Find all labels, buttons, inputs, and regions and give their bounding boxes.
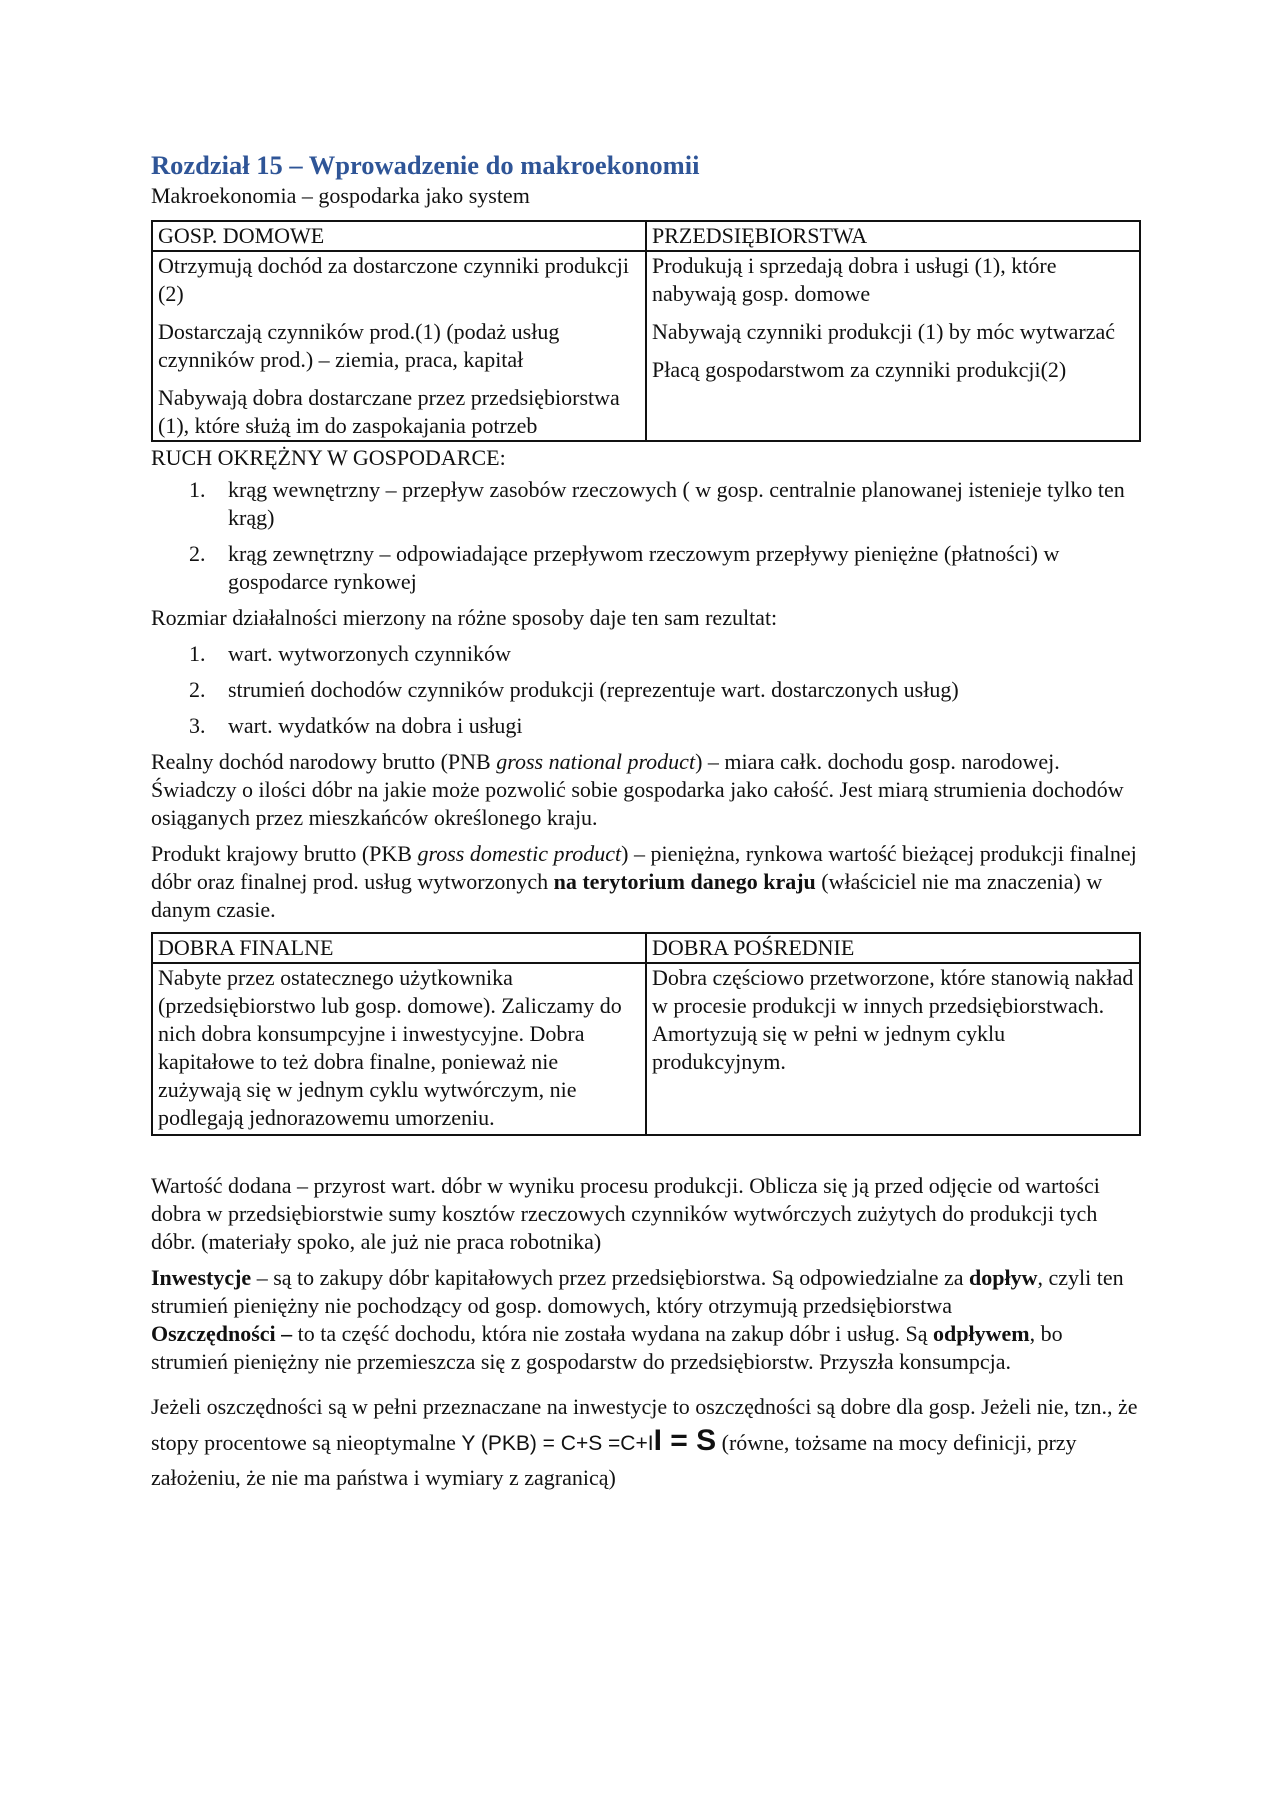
firms-item: Produkują i sprzedają dobra i usługi (1), które nabywają gosp. domowe (652, 253, 1057, 306)
header-final-goods: DOBRA FINALNE (152, 933, 646, 963)
households-cell (152, 251, 646, 441)
savings-emphasis: odpływem (933, 1321, 1030, 1346)
final-goods-cell: Nabyte przez ostatecznego użytkownika (przedsiębiorstwo lub gosp. domowe). Zaliczamy do nich dobra konsumpcyjne i inwestycyjne. Dobra kapitałowe to też dobra finalne, ponieważ nie zużywają się w jednym cyklu wytwórczym, nie podlegają jednorazowemu umorzeniu. (152, 963, 646, 1135)
investment-paragraph (151, 1264, 1141, 1320)
list-number: 3. (189, 713, 206, 738)
savings-text: to ta część dochodu, która nie została wydana na zakup dóbr i usług. Są (292, 1321, 934, 1346)
pnb-text: ) – miara całk. dochodu gosp. narodowej. Świadczy o ilości dóbr na jakie może pozwolić sobie gospodarka jako całość. Jest miarą strumienia dochodów osiąganych przez mieszkańców określonego kraju. (151, 749, 1124, 830)
firms-item: Nabywają czynniki produkcji (1) by móc wytwarzać (652, 319, 1116, 344)
pkb-text: (właściciel nie ma znaczenia) w danym czasie. (151, 869, 1103, 922)
list-item (151, 676, 1141, 704)
measure-intro: Rozmiar działalności mierzony na różne sposoby daje ten sam rezultat: (151, 605, 778, 630)
added-value-paragraph: Wartość dodana – przyrost wart. dóbr w wyniku procesu produkcji. Oblicza się ją przed odjęcie od wartości dobra w przedsiębiorstwie sumy kosztów rzeczowych czynników wytwórczych zużytych do produkcji tych dóbr. (materiały spoko, ale już nie praca robotnika) (151, 1173, 1100, 1254)
pnb-paragraph (151, 748, 1141, 832)
intermediate-goods-cell: Dobra częściowo przetworzone, które stanowią nakład w procesie produkcji w innych przedsiębiorstwach. Amortyzują się w pełni w jednym cyklu produkcyjnym. (646, 963, 1140, 1135)
table-header-row (152, 221, 1140, 251)
pnb-term: gross national product (496, 749, 696, 774)
pkb-text: ) – pieniężna, rynkowa wartość bieżącej produkcji finalnej dóbr oraz finalnej prod. usług wytworzonych (151, 841, 1137, 894)
list-number: 2. (189, 677, 206, 702)
list-number: 2. (189, 541, 206, 566)
savings-paragraph (151, 1320, 1141, 1376)
pkb-emphasis: na terytorium danego kraju (553, 869, 816, 894)
investment-term: Inwestycje (151, 1265, 252, 1290)
circular-heading: RUCH OKRĘŻNY W GOSPODARCE: (151, 445, 506, 470)
table-row (152, 963, 1140, 1135)
firms-item: Płacą gospodarstwom za czynniki produkcji(2) (652, 357, 1067, 382)
pnb-text: Realny dochód narodowy brutto (PNB (151, 749, 497, 774)
identity-formula: I = S (653, 1424, 717, 1457)
investment-text: , czyli ten strumień pieniężny nie pochodzący od gosp. domowych, który otrzymują przedsiębiorstwa (151, 1265, 1124, 1318)
table-header-row (152, 933, 1140, 963)
list-item (151, 640, 1141, 668)
investment-emphasis: dopływ (969, 1265, 1038, 1290)
list-item (151, 476, 1141, 532)
list-number: 1. (189, 477, 206, 502)
list-text: wart. wydatków na dobra i usługi (228, 713, 523, 738)
households-item: Nabywają dobra dostarczane przez przedsiębiorstwa (1), które służą im do zaspokajania potrzeb (158, 385, 620, 438)
conclusion-text: (równe, tożsame na mocy definicji, przy założeniu, że nie ma państwa i wymiary z zagranicą) (151, 1430, 1077, 1490)
pkb-paragraph (151, 840, 1141, 924)
measure-list (151, 640, 1141, 740)
households-item: Otrzymują dochód za dostarczone czynniki produkcji (2) (158, 253, 630, 306)
conclusion-paragraph (151, 1390, 1141, 1495)
savings-term: Oszczędności – (151, 1321, 293, 1346)
header-households: GOSP. DOMOWE (152, 221, 646, 251)
pkb-text: Produkt krajowy brutto (PKB (151, 841, 418, 866)
households-item: Dostarczają czynników prod.(1) (podaż usług czynników prod.) – ziemia, praca, kapitał (158, 319, 560, 372)
investment-text: – są to zakupy dóbr kapitałowych przez przedsiębiorstwa. Są odpowiedzialne za (251, 1265, 970, 1290)
list-text: krąg wewnętrzny – przepływ zasobów rzeczowych ( w gosp. centralnie planowanej istenieje tylko ten krąg) (228, 477, 1125, 530)
conclusion-text: Jeżeli oszczędności są w pełni przeznaczane na inwestycje to oszczędności są dobre dla gosp. Jeżeli nie, tzn., że stopy procentowe są nieoptymalne (151, 1394, 1138, 1455)
list-text: wart. wytworzonych czynników (228, 641, 511, 666)
households-firms-table (151, 220, 1141, 442)
list-item (151, 540, 1141, 596)
header-firms: PRZEDSIĘBIORSTWA (646, 221, 1140, 251)
header-intermediate-goods: DOBRA POŚREDNIE (646, 933, 1140, 963)
subtitle: Makroekonomia – gospodarka jako system (151, 183, 530, 208)
goods-table (151, 932, 1141, 1136)
document-page (151, 148, 1141, 1503)
pkb-term: gross domestic product (417, 841, 622, 866)
chapter-title: Rozdział 15 – Wprowadzenie do makroekonomii (151, 150, 700, 180)
list-text: krąg zewnętrzny – odpowiadające przepływom rzeczowym przepływy pieniężne (płatności) w gospodarce rynkowej (228, 541, 1060, 594)
table-row (152, 251, 1140, 441)
list-number: 1. (189, 641, 206, 666)
firms-cell (646, 251, 1140, 441)
list-text: strumień dochodów czynników produkcji (reprezentuje wart. dostarczonych usług) (228, 677, 959, 702)
circular-list (151, 476, 1141, 596)
savings-text: , bo strumień pieniężny nie przemieszcza się z gospodarstw do przedsiębiorstw. Przyszła konsumpcja. (151, 1321, 1063, 1374)
list-item (151, 712, 1141, 740)
formula: Y (PKB) = C+S =C+I (461, 1432, 654, 1455)
